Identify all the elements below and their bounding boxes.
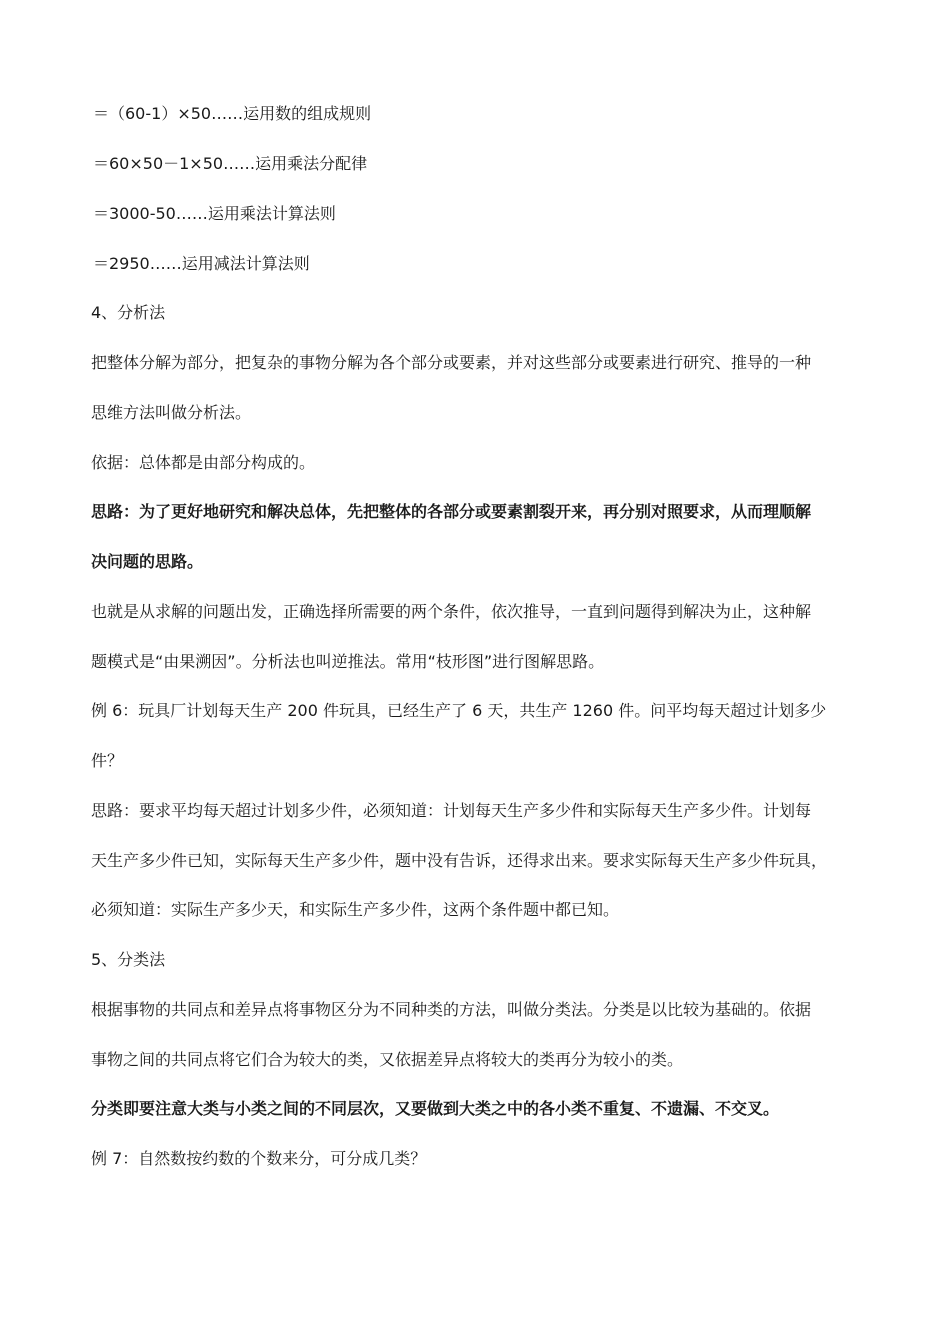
- section-4-definition-line-1: 把整体分解为部分，把复杂的事物分解为各个部分或要素，并对这些部分或要素进行研究、推导的一种: [91, 353, 812, 372]
- equation-line-4: ＝2950……运用减法计算法则: [93, 254, 310, 273]
- example-6-line-1: 例 6：玩具厂计划每天生产 200 件玩具，已经生产了 6 天，共生产 1260 件。问平均每天超过计划多少: [91, 701, 827, 720]
- section-5-definition-line-1: 根据事物的共同点和差异点将事物区分为不同种类的方法，叫做分类法。分类是以比较为基础的。依据: [91, 1000, 812, 1019]
- example-6-line-2: 件？: [91, 751, 124, 770]
- section-4-mode-line-1: 也就是从求解的问题出发，正确选择所需要的两个条件，依次推导，一直到问题得到解决为止，这种解: [91, 602, 812, 621]
- section-5-heading: 5、分类法: [91, 950, 166, 969]
- section-4-definition-line-2: 思维方法叫做分析法。: [91, 403, 252, 422]
- section-4-approach-line-2: 决问题的思路。: [91, 552, 204, 571]
- example-7: 例 7：自然数按约数的个数来分，可分成几类？: [91, 1149, 427, 1168]
- example-6-thinking-line-3: 必须知道：实际生产多少天，和实际生产多少件，这两个条件题中都已知。: [91, 900, 620, 919]
- equation-line-2: ＝60×50－1×50……运用乘法分配律: [93, 154, 368, 173]
- example-6-thinking-line-2: 天生产多少件已知，实际每天生产多少件，题中没有告诉，还得求出来。要求实际每天生产多少件玩具，: [91, 851, 828, 870]
- section-4-mode-line-2: 题模式是“由果溯因”。分析法也叫逆推法。常用“枝形图”进行图解思路。: [91, 652, 605, 671]
- equation-line-1: ＝（60-1）×50……运用数的组成规则: [93, 104, 372, 123]
- equation-line-3: ＝3000-50……运用乘法计算法则: [93, 204, 336, 223]
- section-5-emphasis: 分类即要注意大类与小类之间的不同层次，又要做到大类之中的各小类不重复、不遗漏、不交叉。: [91, 1099, 780, 1118]
- section-5-definition-line-2: 事物之间的共同点将它们合为较大的类，又依据差异点将较大的类再分为较小的类。: [91, 1050, 684, 1069]
- example-6-thinking-line-1: 思路：要求平均每天超过计划多少件，必须知道：计划每天生产多少件和实际每天生产多少件。计划每: [91, 801, 812, 820]
- section-4-approach-line-1: 思路：为了更好地研究和解决总体，先把整体的各部分或要素割裂开来，再分别对照要求，从而理顺解: [91, 502, 812, 521]
- section-4-heading: 4、分析法: [91, 303, 166, 322]
- section-4-basis: 依据：总体都是由部分构成的。: [91, 453, 316, 472]
